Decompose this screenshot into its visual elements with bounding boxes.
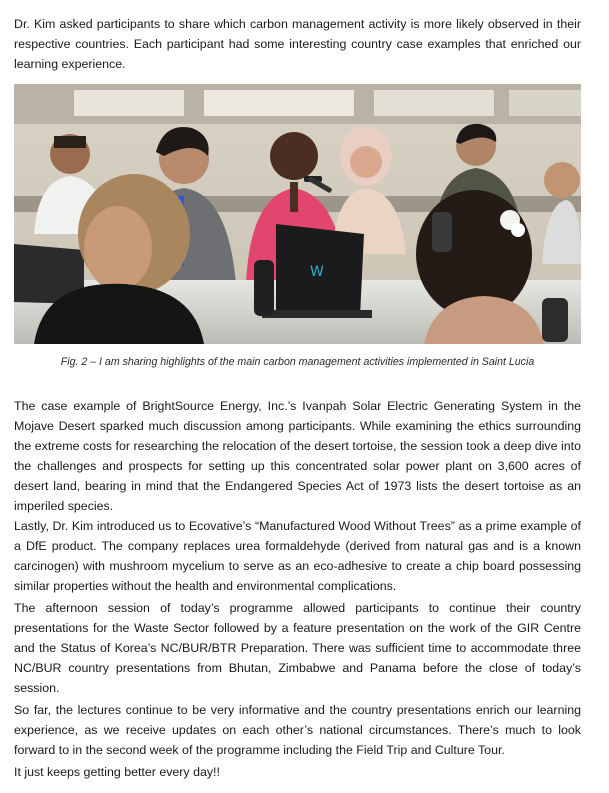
figure-caption: Fig. 2 – I am sharing highlights of the main carbon management activities implemented in Saint Lucia: [60, 356, 535, 368]
paragraph-closing: It just keeps getting better every day!!: [14, 765, 220, 779]
svg-text:W: W: [310, 264, 324, 280]
paragraph-ecovative: Lastly, Dr. Kim introduced us to Ecovative’s “Manufactured Wood Without Trees” as a prime example of a DfE product. The company replaces urea formaldehyde (derived from natural gas and is a known carcinogen) with mushroom mycelium to serve as an eco-adhesive to create a chip board possessing similar properties without the health and environmental complications.: [14, 519, 581, 593]
paragraph-intro: Dr. Kim asked participants to share which carbon management activity is more likely observed in their respective countries. Each participant had some interesting country case examples that enriched our learning experience.: [14, 17, 581, 71]
paragraph-afternoon-session: The afternoon session of today’s programme allowed participants to continue their country presentations for the Waste Sector followed by a feature presentation on the work of the GIR Centre and the Status of Korea’s NC/BUR/BTR Preparation. There was sufficient time to accommodate three NC/BUR country presentations from Bhutan, Zimbabwe and Panama before the close of today’s session.: [14, 601, 581, 695]
paragraph-so-far: So far, the lectures continue to be very informative and the country presentations enrich our learning experience, as we receive updates on each other’s national circumstances. There’s much to look forward to in the second week of the programme including the Field Trip and Culture Tour.: [14, 703, 581, 757]
paragraph-brightsource: The case example of BrightSource Energy, Inc.’s Ivanpah Solar Electric Generating System in the Mojave Desert sparked much discussion among participants. While examining the ethics surrounding the extreme costs for researching the relocation of the desert tortoise, the session took a deep dive into the challenges and prospects for setting up this concentrated solar power plant on 3,600 acres of desert land, bearing in mind that the Endangered Species Act of 1973 lists the desert tortoise as an imperiled species.: [14, 399, 581, 513]
figure-photo: [14, 84, 581, 344]
